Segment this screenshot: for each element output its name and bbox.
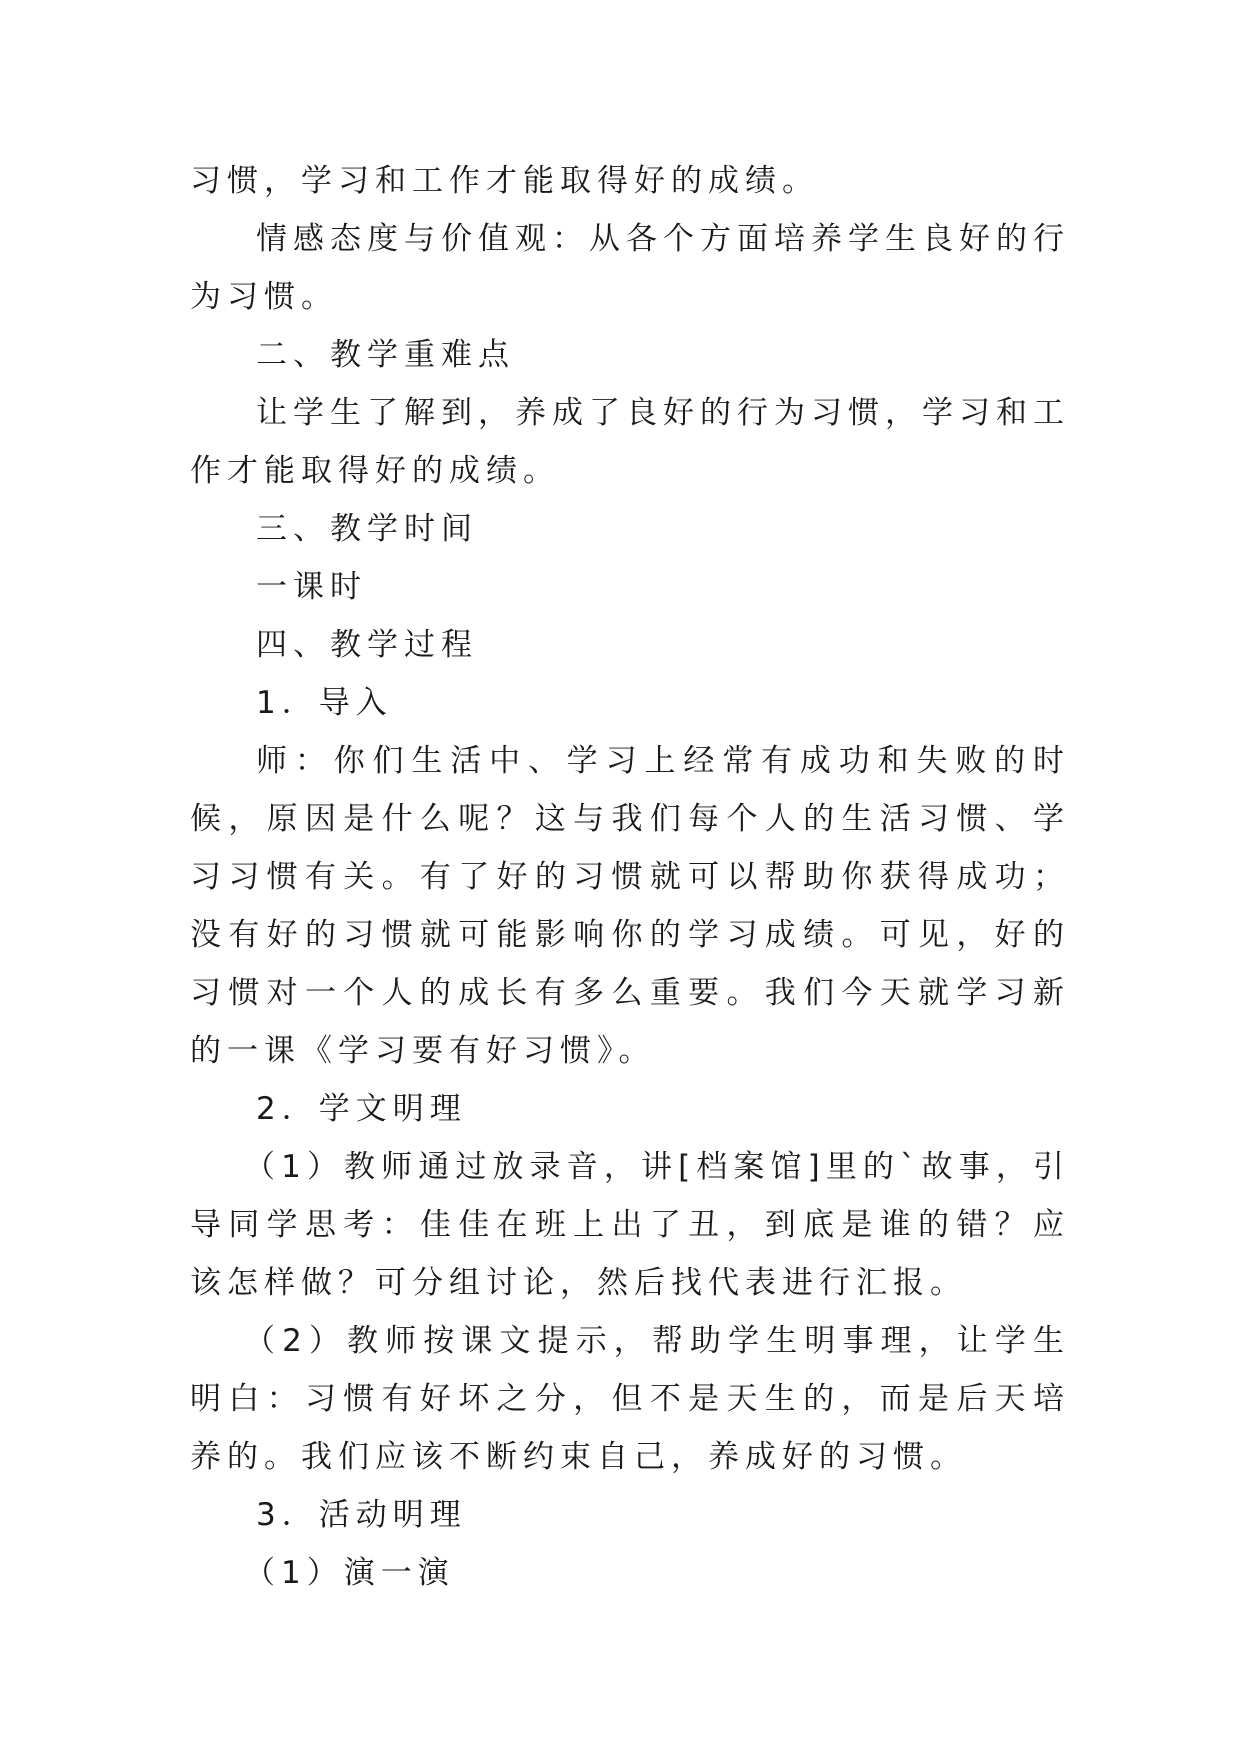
subheading-activity: 3．活动明理 — [256, 1497, 467, 1533]
paragraph-act-it-out: （1）演一演 — [244, 1555, 455, 1591]
paragraph-key-difficulties: 让学生了解到，养成了良好的行为习惯，学习和工作才能取得好的成绩。 — [190, 395, 1070, 489]
paragraph-step-2: （2）教师按课文提示，帮助学生明事理，让学生明白：习惯有好坏之分，但不是天生的，而是后天培养的。我们应该不断约束自己，养成好的习惯。 — [190, 1323, 1070, 1475]
document-body — [190, 152, 1070, 1602]
subheading-learn-text: 2．学文明理 — [256, 1091, 467, 1127]
paragraph-teacher-intro: 师：你们生活中、学习上经常有成功和失败的时候，原因是什么呢？这与我们每个人的生活习惯、学习习惯有关。有了好的习惯就可以帮助你获得成功；没有好的习惯就可能影响你的学习成绩。可见，好的习惯对一个人的成长有多么重要。我们今天就学习新的一课《学习要有好习惯》。 — [190, 743, 1070, 1069]
paragraph-emotion-values: 情感态度与价值观：从各个方面培养学生良好的行为习惯。 — [190, 221, 1070, 315]
heading-teaching-time: 三、教学时间 — [256, 511, 478, 547]
paragraph-step-1: （1）教师通过放录音，讲[档案馆]里的`故事，引导同学思考：佳佳在班上出了丑，到底是谁的错？应该怎样做？可分组讨论，然后找代表进行汇报。 — [190, 1149, 1070, 1301]
paragraph-continuation: 习惯，学习和工作才能取得好的成绩。 — [190, 163, 819, 199]
heading-teaching-process: 四、教学过程 — [256, 627, 478, 663]
subheading-introduction: 1．导入 — [256, 685, 393, 721]
paragraph-teaching-time: 一课时 — [256, 569, 367, 605]
heading-key-difficulties: 二、教学重难点 — [256, 337, 515, 373]
